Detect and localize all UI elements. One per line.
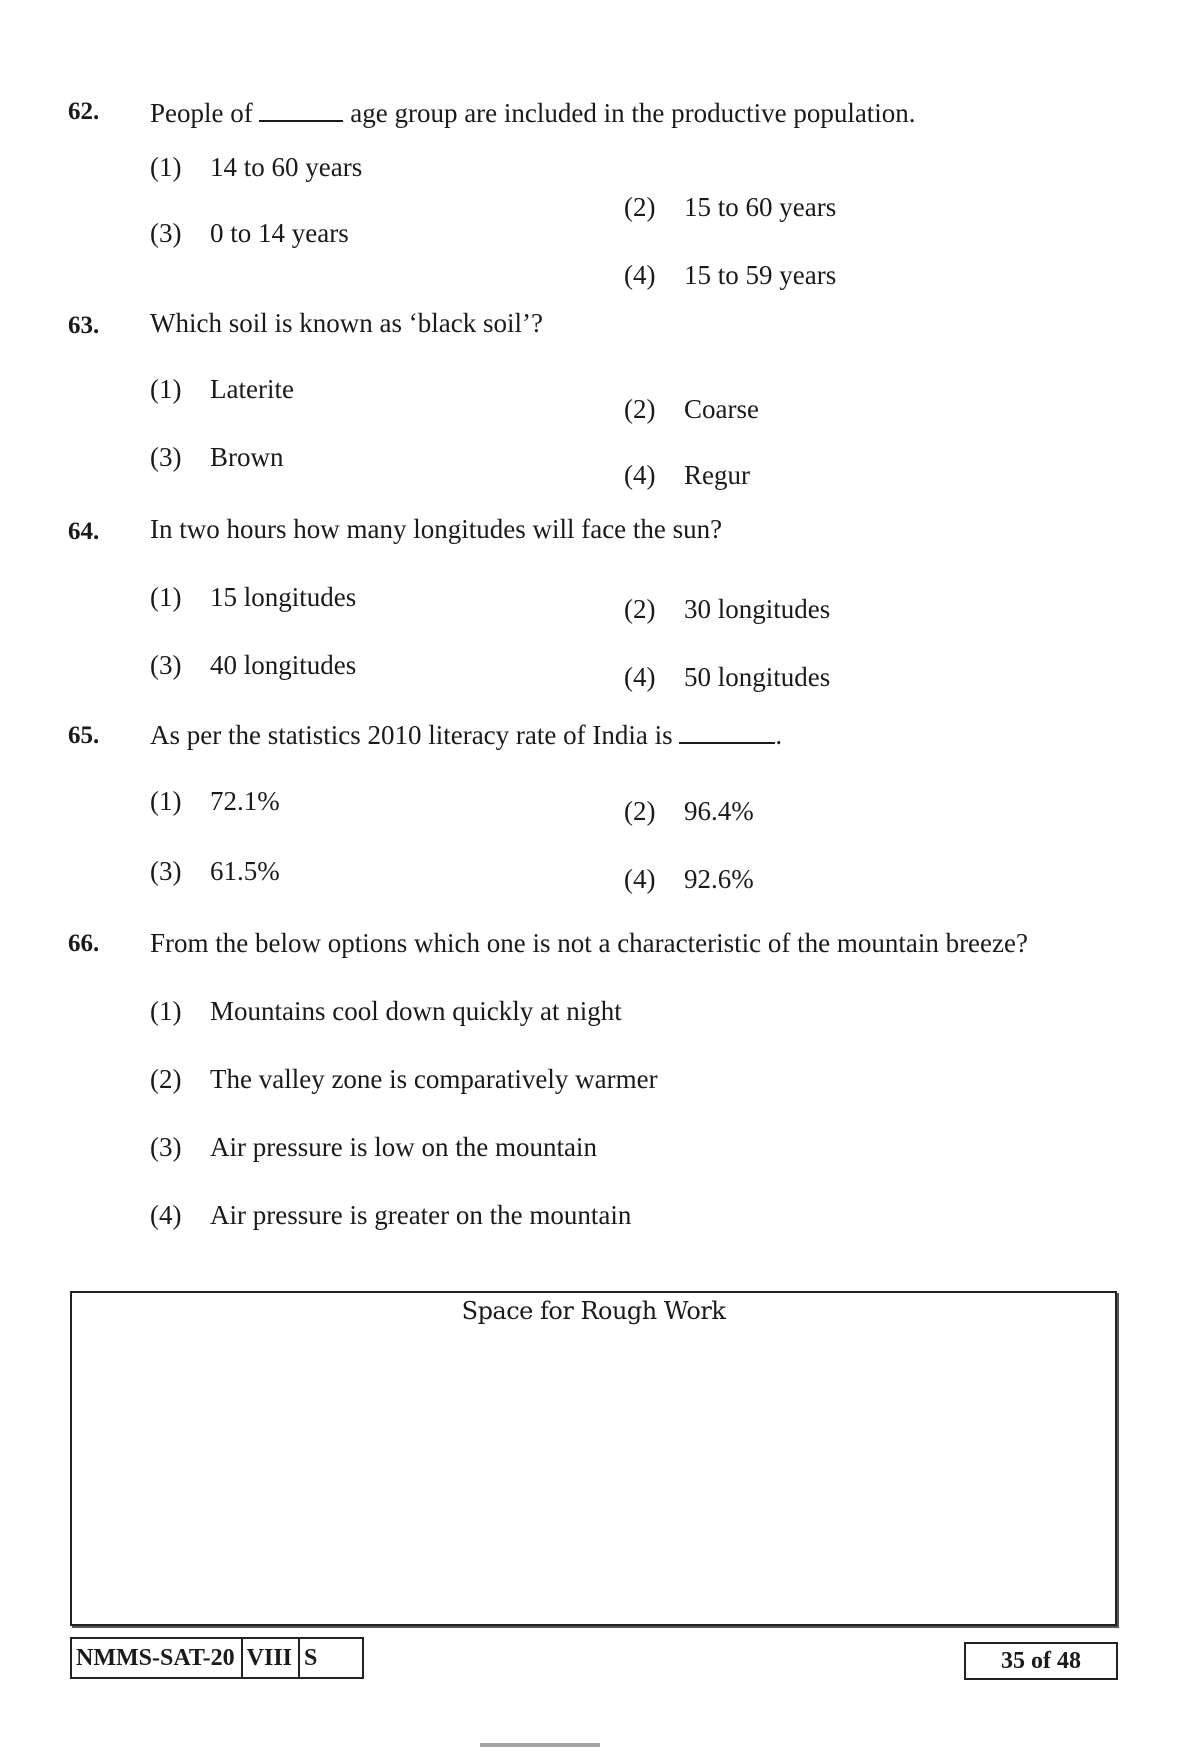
- option[interactable]: [150, 218, 349, 249]
- paper-code-box: [70, 1637, 364, 1679]
- option[interactable]: [150, 442, 284, 473]
- option[interactable]: [150, 856, 280, 887]
- option-number: (3): [150, 442, 182, 472]
- option-text: Brown: [210, 442, 284, 472]
- question-text-after: .: [775, 720, 783, 750]
- question-number: 65.: [68, 722, 100, 749]
- option-text: 72.1%: [210, 786, 280, 816]
- option-text: Laterite: [210, 374, 294, 404]
- question-text: [150, 98, 916, 129]
- option[interactable]: [624, 594, 830, 625]
- option-number: (1): [150, 374, 182, 404]
- question-number: 63.: [68, 312, 100, 339]
- option[interactable]: [624, 796, 754, 827]
- option-number: (1): [150, 152, 182, 182]
- option-text: 40 longitudes: [210, 650, 357, 680]
- page-number: 35 of 48: [964, 1642, 1118, 1680]
- question-number: 66.: [68, 930, 100, 957]
- option[interactable]: [150, 996, 622, 1027]
- option[interactable]: [624, 460, 750, 491]
- option-number: (2): [150, 1064, 182, 1094]
- option-number: (2): [624, 796, 656, 826]
- option[interactable]: [150, 1132, 597, 1163]
- option[interactable]: [624, 864, 754, 895]
- option[interactable]: [150, 152, 362, 183]
- option-number: (1): [150, 582, 182, 612]
- question-text-before: As per the statistics 2010 literacy rate of India is: [150, 720, 673, 750]
- option-number: (3): [150, 1132, 182, 1162]
- option[interactable]: [150, 374, 294, 405]
- question-text: [150, 720, 782, 751]
- question-text: Which soil is known as ‘black soil’?: [150, 308, 543, 338]
- option-number: (3): [150, 650, 182, 680]
- option-text: Regur: [684, 460, 750, 490]
- paper-code: NMMS-SAT-20: [72, 1639, 243, 1677]
- answer-blank: [259, 120, 343, 122]
- option-text: 0 to 14 years: [210, 218, 349, 248]
- option-number: (4): [624, 864, 656, 894]
- option-number: (2): [624, 192, 656, 222]
- paper-set: S: [304, 1645, 318, 1671]
- option-text: The valley zone is comparatively warmer: [210, 1064, 658, 1094]
- option-number: (3): [150, 856, 182, 886]
- option-number: (2): [624, 594, 656, 624]
- option[interactable]: [624, 662, 830, 693]
- option[interactable]: [150, 786, 280, 817]
- option[interactable]: [150, 582, 356, 613]
- option-text: 92.6%: [684, 864, 754, 894]
- paper-class: VIII: [243, 1639, 300, 1677]
- option-number: (4): [624, 662, 656, 692]
- question-text: In two hours how many longitudes will face the sun?: [150, 514, 723, 544]
- option[interactable]: [624, 394, 759, 425]
- option-number: (2): [624, 394, 656, 424]
- option-number: (4): [624, 260, 656, 290]
- option-text: Coarse: [684, 394, 759, 424]
- option-text: 96.4%: [684, 796, 754, 826]
- rough-work-title: Space for Rough Work: [461, 1297, 726, 1325]
- rough-work-area[interactable]: [70, 1291, 1117, 1626]
- option-number: (1): [150, 786, 182, 816]
- question-text: From the below options which one is not a characteristic of the mountain breeze?: [150, 928, 1028, 958]
- question-number: 64.: [68, 518, 100, 545]
- option[interactable]: [150, 1200, 631, 1231]
- option-number: (4): [624, 460, 656, 490]
- option-text: 61.5%: [210, 856, 280, 886]
- option-text: Air pressure is greater on the mountain: [210, 1200, 632, 1230]
- option-number: (3): [150, 218, 182, 248]
- option-number: (4): [150, 1200, 182, 1230]
- option-text: Air pressure is low on the mountain: [210, 1132, 597, 1162]
- option[interactable]: [150, 650, 356, 681]
- option-text: 15 to 60 years: [684, 192, 837, 222]
- option-text: Mountains cool down quickly at night: [210, 996, 622, 1026]
- option-text: 15 to 59 years: [684, 260, 837, 290]
- option-text: 14 to 60 years: [210, 152, 363, 182]
- option-text: 30 longitudes: [684, 594, 831, 624]
- option[interactable]: [624, 260, 836, 291]
- answer-blank: [679, 742, 775, 744]
- option-number: (1): [150, 996, 182, 1026]
- option[interactable]: [150, 1064, 658, 1095]
- option-text: 50 longitudes: [684, 662, 831, 692]
- question-text-before: People of: [150, 98, 253, 128]
- scan-artifact: [480, 1743, 600, 1747]
- option[interactable]: [624, 192, 836, 223]
- question-number: 62.: [68, 98, 100, 125]
- option-text: 15 longitudes: [210, 582, 357, 612]
- question-text-after: age group are included in the productive population.: [350, 98, 916, 128]
